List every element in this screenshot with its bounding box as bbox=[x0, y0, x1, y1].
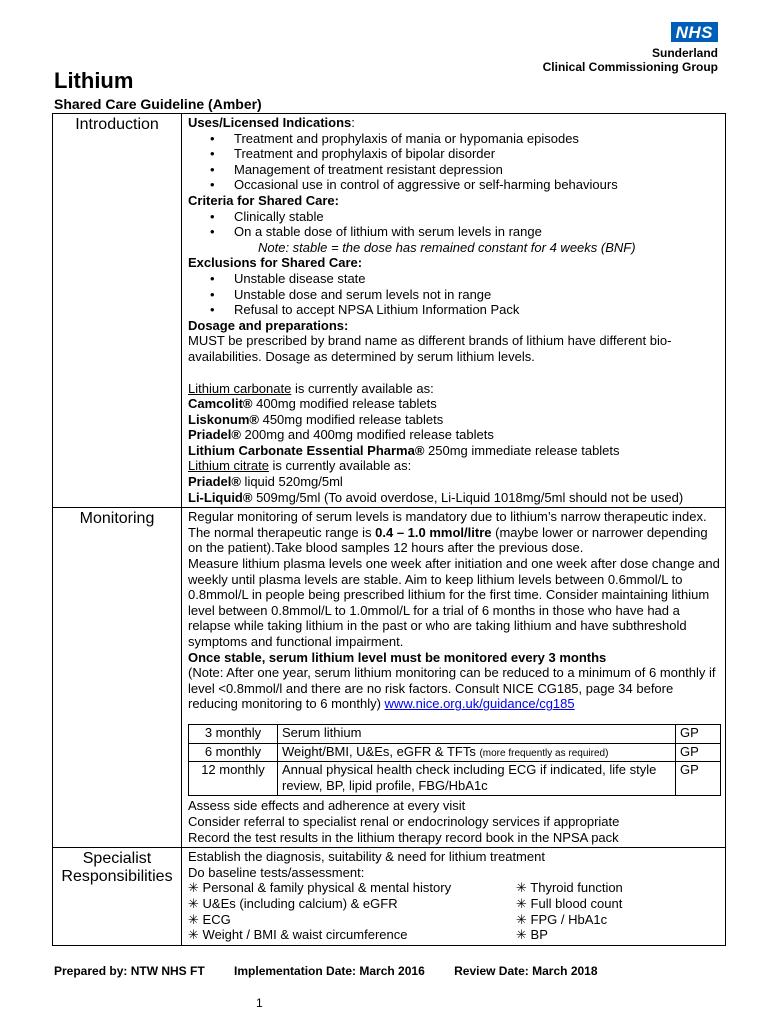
dosage-text: MUST be prescribed by brand name as different brands of lithium have different bio-availabilities. Dosage as determined by serum lithium levels. bbox=[188, 333, 672, 364]
org-name-line1: Sunderland bbox=[651, 46, 718, 60]
list-item: • On a stable dose of lithium with serum levels in range bbox=[234, 224, 721, 240]
list-item: ✳ Weight / BMI & waist circumference bbox=[188, 927, 408, 943]
guideline-table bbox=[52, 113, 726, 946]
asterisk-icon: ✳ bbox=[516, 895, 527, 911]
asterisk-icon: ✳ bbox=[188, 895, 199, 911]
uses-list bbox=[188, 131, 721, 193]
product-line: Priadel® 200mg and 400mg modified release tablets bbox=[188, 427, 494, 443]
asterisk-icon: ✳ bbox=[188, 911, 199, 927]
monitoring-paragraph-2: Measure lithium plasma levels one week after initiation and one week after dose change and weekly until plasma levels are stable. Aim to keep lithium levels between 0.6mmol/L to 0.8mmol/L in people being prescribed lithium for the first time. Consider maintaining lithium level between 0.8mmol/L to 1.0mmol/L for a trial of 6 months in those who have had a relapse while taking lithium in the past or who are taking lithium and have subthreshold symptoms and functional impairment. bbox=[188, 556, 720, 649]
introduction-row bbox=[53, 114, 726, 508]
list-item: ✳ U&Es (including calcium) & eGFR bbox=[188, 895, 398, 911]
org-name-line2: Clinical Commissioning Group bbox=[542, 60, 718, 74]
implementation-date: Implementation Date: March 2016 bbox=[234, 964, 425, 978]
list-item: ✳ Personal & family physical & mental history bbox=[188, 880, 452, 896]
list-item: • Clinically stable bbox=[234, 209, 721, 225]
carbonate-label: Lithium carbonate bbox=[188, 380, 292, 396]
asterisk-icon: ✳ bbox=[516, 880, 527, 896]
monitoring-label: Monitoring bbox=[53, 508, 182, 848]
page-number: 1 bbox=[256, 996, 263, 1010]
list-item: • Occasional use in control of aggressive or self-harming behaviours bbox=[234, 177, 721, 193]
schedule-frequency: 12 monthly bbox=[189, 762, 278, 796]
asterisk-icon: ✳ bbox=[516, 927, 527, 943]
therapeutic-range: 0.4 – 1.0 mmol/litre bbox=[375, 524, 492, 540]
product-line: Lithium Carbonate Essential Pharma® 250mg immediate release tablets bbox=[188, 442, 620, 458]
monitoring-paragraph-1: Regular monitoring of serum levels is mandatory due to lithium’s narrow therapeutic index. The normal therapeutic range is 0.4 – 1.0 mmol/litre (maybe lower or narrower depending on the patient).Take blood samples 12 hours after the previous dose. bbox=[188, 509, 708, 556]
schedule-frequency: 3 monthly bbox=[189, 724, 278, 743]
dosage-heading: Dosage and preparations: bbox=[188, 317, 349, 333]
specialist-line-1: Establish the diagnosis, suitability & need for lithium treatment bbox=[188, 849, 545, 865]
schedule-responsible: GP bbox=[676, 724, 721, 743]
list-item: • Treatment and prophylaxis of bipolar disorder bbox=[234, 146, 721, 162]
list-item: ✳ Thyroid function bbox=[516, 880, 623, 896]
introduction-label: Introduction bbox=[53, 114, 182, 508]
monitoring-schedule-table bbox=[188, 724, 721, 796]
schedule-test: Annual physical health check including ECG if indicated, life style review, BP, lipid profile, FBG/HbA1c bbox=[278, 762, 676, 796]
page-title: Lithium bbox=[54, 68, 134, 93]
criteria-list bbox=[188, 209, 721, 240]
product-line: Camcolit® 400mg modified release tablets bbox=[188, 396, 437, 412]
schedule-test: Serum lithium bbox=[278, 724, 676, 743]
asterisk-icon: ✳ bbox=[188, 927, 199, 943]
list-item: • Refusal to accept NPSA Lithium Information Pack bbox=[234, 302, 721, 318]
asterisk-icon: ✳ bbox=[188, 880, 199, 896]
asterisk-icon: ✳ bbox=[516, 911, 527, 927]
product-line: Priadel® liquid 520mg/5ml bbox=[188, 474, 343, 490]
list-item: • Treatment and prophylaxis of mania or hypomania episodes bbox=[234, 131, 721, 147]
monitoring-row bbox=[53, 508, 726, 848]
monitoring-after-line: Assess side effects and adherence at every visit bbox=[188, 798, 466, 814]
exclusions-list bbox=[188, 271, 721, 318]
page-subtitle: Shared Care Guideline (Amber) bbox=[54, 96, 262, 112]
monitoring-after-line: Record the test results in the lithium therapy record book in the NPSA pack bbox=[188, 829, 619, 845]
list-item: • Unstable disease state bbox=[234, 271, 721, 287]
table-row bbox=[189, 743, 721, 762]
monitoring-paragraph-4: (Note: After one year, serum lithium monitoring can be reduced to a minimum of 6 monthly if level <0.8mmol/l and there are no risk factors. Consult NICE CG185, page 34 before reducing monitoring to 6 monthly) www.nice.org.uk/guidance/cg185 bbox=[188, 665, 716, 712]
list-item: ✳ ECG bbox=[188, 911, 231, 927]
criteria-heading: Criteria for Shared Care: bbox=[188, 192, 339, 208]
exclusions-heading: Exclusions for Shared Care: bbox=[188, 255, 363, 271]
criteria-note: Note: stable = the dose has remained constant for 4 weeks (BNF) bbox=[258, 239, 636, 255]
schedule-responsible: GP bbox=[676, 743, 721, 762]
specialist-label: Specialist Responsibilities bbox=[53, 848, 182, 946]
list-item: ✳ Full blood count bbox=[516, 895, 623, 911]
uses-heading: Uses/Licensed Indications bbox=[188, 115, 352, 130]
baseline-tests-left bbox=[188, 880, 516, 942]
nhs-logo bbox=[488, 22, 718, 74]
specialist-line-2: Do baseline tests/assessment: bbox=[188, 864, 365, 880]
list-item: • Management of treatment resistant depression bbox=[234, 162, 721, 178]
specialist-row bbox=[53, 848, 726, 946]
baseline-tests-right bbox=[516, 880, 623, 942]
monitoring-paragraph-3: Once stable, serum lithium level must be monitored every 3 months bbox=[188, 649, 607, 665]
introduction-content bbox=[182, 114, 726, 508]
product-line: Liskonum® 450mg modified release tablets bbox=[188, 411, 444, 427]
table-row bbox=[189, 762, 721, 796]
product-line: Li-Liquid® 509mg/5ml (To avoid overdose, Li-Liquid 1018mg/5ml should not be used) bbox=[188, 489, 684, 505]
uses-heading-line: Uses/Licensed Indications: bbox=[188, 115, 355, 130]
list-item: ✳ BP bbox=[516, 927, 548, 943]
schedule-test: Weight/BMI, U&Es, eGFR & TFTs (more frequently as required) bbox=[278, 743, 676, 762]
schedule-frequency: 6 monthly bbox=[189, 743, 278, 762]
schedule-responsible: GP bbox=[676, 762, 721, 796]
prepared-by: Prepared by: NTW NHS FT bbox=[54, 964, 205, 978]
nice-guidance-link[interactable]: www.nice.org.uk/guidance/cg185 bbox=[384, 696, 575, 712]
baseline-tests bbox=[188, 880, 721, 942]
monitoring-after-line: Consider referral to specialist renal or endocrinology services if appropriate bbox=[188, 813, 620, 829]
review-date: Review Date: March 2018 bbox=[454, 964, 598, 978]
monitoring-content bbox=[182, 508, 726, 848]
page-footer bbox=[54, 964, 624, 978]
specialist-content bbox=[182, 848, 726, 946]
nhs-badge: NHS bbox=[671, 22, 718, 42]
list-item: ✳ FPG / HbA1c bbox=[516, 911, 608, 927]
list-item: • Unstable dose and serum levels not in range bbox=[234, 287, 721, 303]
carbonate-line: Lithium carbonate is currently available as: bbox=[188, 380, 434, 396]
citrate-label: Lithium citrate bbox=[188, 458, 269, 474]
citrate-line: Lithium citrate is currently available as: bbox=[188, 458, 412, 474]
table-row bbox=[189, 724, 721, 743]
